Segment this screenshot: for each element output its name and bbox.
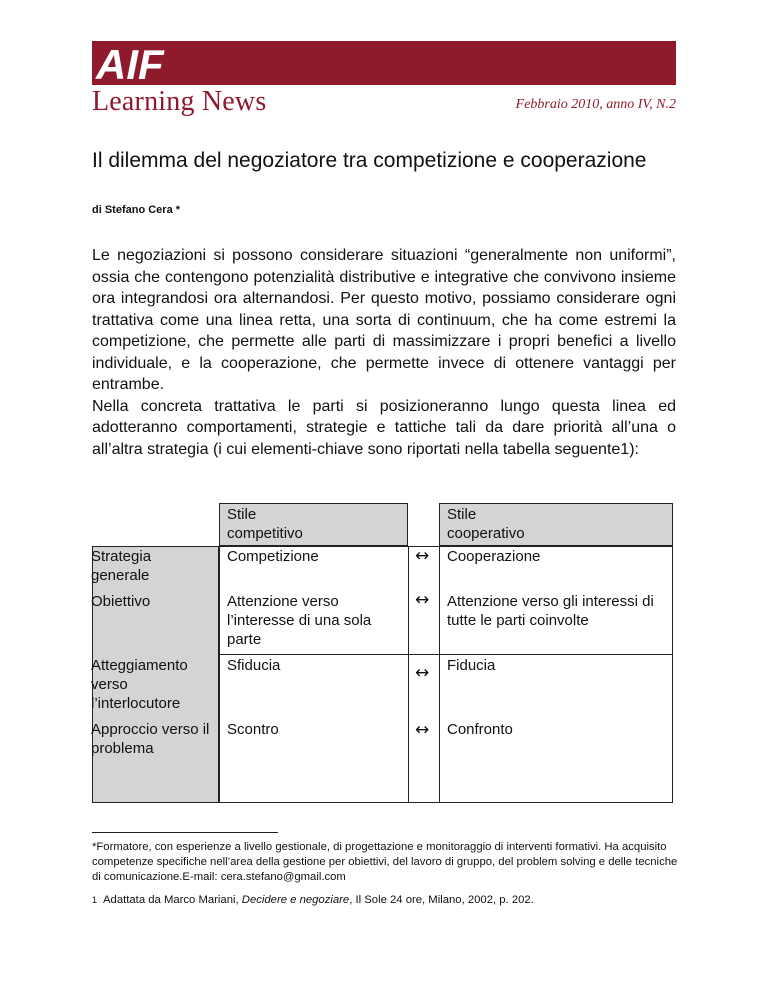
row-label: Obiettivo — [91, 593, 151, 610]
column-divider — [439, 546, 440, 803]
competitive-value: Attenzione verso l’interesse di una sola parte — [227, 593, 372, 648]
newsletter-title: Learning News — [92, 86, 267, 117]
paragraph: Nella concreta trattativa le parti si posizioneranno lungo questa linea ed adotteranno comportamenti, strategie e tattiche tali da dare priorità all’una o all’altra strategia (i cui elementi-chiave sono riportati nella tabella seguente1): — [92, 397, 676, 458]
footnote-book-title: Decidere e negoziare — [241, 894, 350, 906]
arrow-icon: ↔ — [415, 590, 430, 610]
footnote-author: *Formatore, con esperienze a livello gestionale, di progettazione e monitoraggio di interventi formativi. Ha acquisito competenze specifiche nell’area della gestione per obiettivi, del lavoro di gruppo, del problem solving e delle tecniche di comunicazione.E-mail: cera.stefano@gmail.com — [92, 841, 678, 883]
article-body — [92, 245, 676, 460]
col-header-cooperative: Stile cooperativo — [447, 506, 525, 542]
footnote-prefix: Adattata da Marco Mariani, — [103, 894, 242, 906]
row-label: Strategia generale — [91, 548, 152, 584]
footnote-1 — [92, 893, 682, 908]
cooperative-value: Confronto — [447, 721, 513, 738]
row-label: Atteggiamento verso l’interlocutore — [91, 657, 188, 712]
arrow-icon: ↔ — [415, 663, 430, 683]
article-author: di Stefano Cera * — [92, 204, 181, 216]
column-divider — [408, 546, 409, 803]
logo-text: AIF — [96, 41, 164, 85]
paragraph: Le negoziazioni si possono considerare situazioni “generalmente non uniformi”, ossia che contengono potenzialità distributive e integrative che convivono insieme ora integrandosi ora alternandosi. Per questo motivo, possiamo considerare ogni trattativa come una linea retta, una sorta di continuum, che ha come estremi la competizione, che permette alle parti di massimizzare i propri benefici a livello individuale, e la cooperazione, che permette invece di ottenere vantaggi per entrambe. — [92, 247, 676, 393]
arrow-icon: ↔ — [415, 546, 430, 566]
footnote-marker: 1 — [92, 895, 98, 905]
col-header-competitive: Stile competitivo — [227, 506, 303, 542]
arrow-icon: ↔ — [415, 720, 430, 740]
article-title: Il dilemma del negoziatore tra competizione e cooperazione — [92, 149, 647, 172]
competitive-value: Scontro — [227, 721, 279, 738]
cooperative-value: Fiducia — [447, 657, 496, 674]
competitive-value: Sfiducia — [227, 657, 281, 674]
aif-logo — [92, 41, 190, 85]
footnote-suffix: , Il Sole 24 ore, Milano, 2002, p. 202. — [349, 894, 534, 906]
issue-info: Febbraio 2010, anno IV, N.2 — [515, 97, 676, 112]
cooperative-value: Cooperazione — [447, 548, 541, 565]
cooperative-value: Attenzione verso gli interessi di tutte le parti coinvolte — [447, 593, 654, 629]
competitive-value: Competizione — [227, 548, 319, 565]
row-divider — [219, 654, 673, 655]
row-label: Approccio verso il problema — [91, 721, 210, 757]
footnote-rule — [92, 832, 278, 833]
